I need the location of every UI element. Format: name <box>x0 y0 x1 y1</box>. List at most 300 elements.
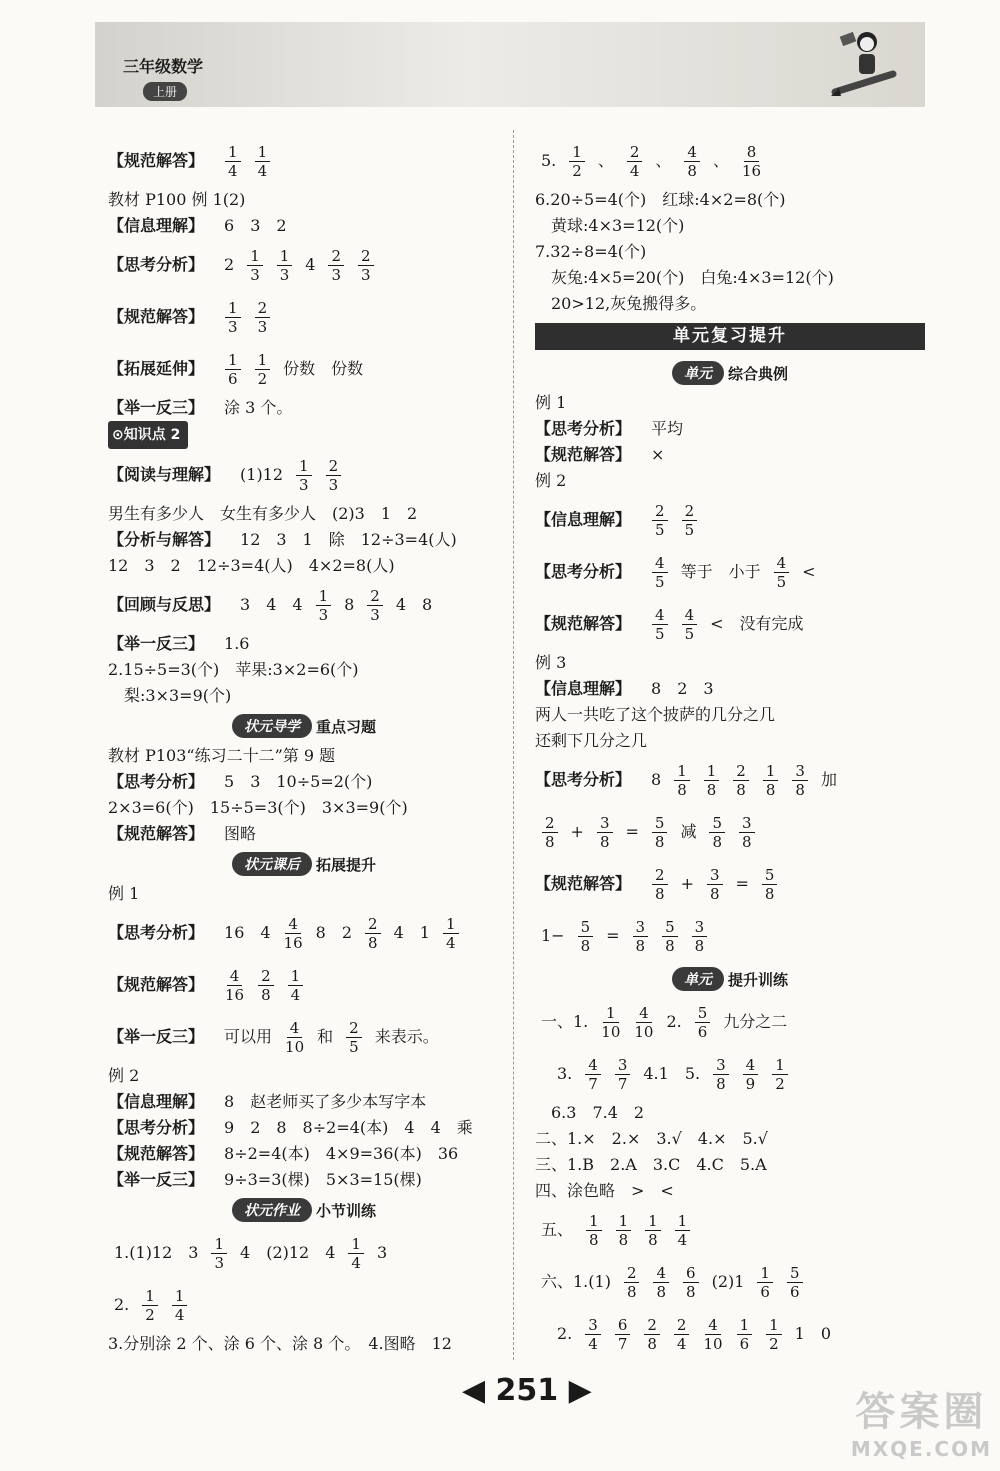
answer-text: = <box>606 926 620 945</box>
answer-text: 9÷3=3(棵) 5×3=15(棵) <box>224 1170 422 1189</box>
page-number: ◀ 251 ▶ <box>462 1373 592 1408</box>
answer-text: 图略 <box>224 824 257 843</box>
answer-text: 加 <box>820 770 837 789</box>
section-badge <box>108 847 500 881</box>
denominator: 6 <box>697 1022 708 1041</box>
answer-text: 1.(1)12 3 <box>114 1243 199 1262</box>
watermark-line1: 答案圈 <box>855 1389 988 1435</box>
fraction <box>713 1056 729 1093</box>
numerator: 1 <box>348 1235 364 1254</box>
column-divider <box>513 130 514 1360</box>
fraction <box>569 143 585 180</box>
fraction <box>542 814 558 851</box>
answer-text: 16 4 <box>224 923 271 942</box>
denominator: 4 <box>676 1334 687 1353</box>
section-tag: 【阅读与理解】 <box>108 465 221 484</box>
denominator: 7 <box>617 1334 628 1353</box>
line-text: 例 1 <box>535 393 567 412</box>
answer-line <box>535 910 925 962</box>
section-badge <box>535 356 925 390</box>
answer-line <box>108 1063 500 1089</box>
numerator: 5 <box>787 1264 803 1283</box>
answer-line <box>108 769 500 795</box>
numerator: 1 <box>674 762 690 781</box>
line-text: 例 2 <box>108 1066 140 1085</box>
answer-line <box>535 135 925 187</box>
numerator: 1 <box>142 1287 158 1306</box>
denominator: 8 <box>261 985 271 1004</box>
line-text: 2×3=6(个) 15÷5=3(个) 3×3=9(个) <box>108 798 408 817</box>
numerator: 2 <box>328 247 344 266</box>
answer-line <box>108 743 500 769</box>
watermark <box>851 1380 992 1461</box>
denominator: 8 <box>599 832 610 851</box>
fraction <box>634 1004 653 1041</box>
fraction <box>365 915 381 952</box>
answer-line <box>108 291 500 343</box>
fraction <box>762 866 778 903</box>
numerator: 2 <box>652 502 668 521</box>
denominator: 4 <box>629 161 640 180</box>
answer-line <box>535 187 925 213</box>
answer-line <box>108 1279 500 1331</box>
denominator: 8 <box>694 936 705 955</box>
section-tag: 【规范解答】 <box>108 307 205 326</box>
fraction <box>288 967 304 1004</box>
answer-line <box>535 806 925 858</box>
answer-line <box>108 421 500 449</box>
fraction <box>348 1235 364 1272</box>
fraction <box>652 606 668 643</box>
denominator: 4 <box>228 161 238 180</box>
denominator: 2 <box>775 1074 785 1093</box>
numerator: 4 <box>653 1264 669 1283</box>
fraction <box>225 351 241 388</box>
answer-text: 份数 份数 <box>283 359 364 378</box>
denominator: 8 <box>545 832 555 851</box>
answer-line <box>108 449 500 501</box>
fraction <box>296 457 312 494</box>
answer-text: 8 2 3 <box>651 679 714 698</box>
badge-logo: 单元 <box>672 361 724 385</box>
denominator: 8 <box>709 884 720 903</box>
fraction <box>247 247 263 284</box>
denominator: 10 <box>285 1037 305 1056</box>
answer-text: 12 3 1 除 12÷3=4(人) <box>240 530 457 549</box>
fraction <box>645 1212 661 1249</box>
answer-line <box>108 1141 500 1167</box>
answer-text: 3 <box>376 1243 388 1262</box>
numerator: 4 <box>636 1004 652 1023</box>
fraction <box>792 762 808 799</box>
answer-line <box>535 1204 925 1256</box>
fraction <box>358 247 374 284</box>
numerator: 2 <box>358 247 374 266</box>
answer-text: × <box>651 445 665 464</box>
section-tag: 【举一反三】 <box>108 398 205 417</box>
section-tag: 【思考分析】 <box>535 562 632 581</box>
denominator: 8 <box>665 936 675 955</box>
numerator: 1 <box>225 299 241 318</box>
denominator: 8 <box>656 1282 667 1301</box>
fraction <box>285 1019 304 1056</box>
numerator: 5 <box>709 814 725 833</box>
answer-line <box>108 343 500 395</box>
numerator: 5 <box>652 814 668 833</box>
answer-text: 减 <box>680 822 697 841</box>
answer-line <box>108 1331 500 1357</box>
fraction <box>682 502 698 539</box>
fraction <box>142 1287 158 1324</box>
answer-line <box>108 187 500 213</box>
answer-line <box>535 676 925 702</box>
answer-line <box>535 390 925 416</box>
line-text: 黄球:4×3=12(个) <box>535 216 685 235</box>
numerator: 8 <box>744 143 760 162</box>
fraction <box>652 554 668 591</box>
denominator: 9 <box>745 1074 756 1093</box>
numerator: 1 <box>603 1004 619 1023</box>
fraction <box>703 1316 722 1353</box>
answer-line <box>535 546 925 598</box>
numerator: 3 <box>597 814 613 833</box>
denominator: 8 <box>368 933 378 952</box>
answer-line <box>535 858 925 910</box>
answer-text: 一、1. <box>541 1012 589 1031</box>
numerator: 1 <box>316 587 332 606</box>
denominator: 5 <box>655 572 665 591</box>
fraction <box>255 299 271 336</box>
denominator: 3 <box>331 265 342 284</box>
answer-text: 、 <box>655 151 672 170</box>
answer-text: 4 1 <box>393 923 430 942</box>
numerator: 1 <box>675 1212 691 1231</box>
answer-line <box>535 239 925 265</box>
fraction <box>615 1056 631 1093</box>
numerator: 4 <box>227 967 243 986</box>
fraction <box>692 918 708 955</box>
answer-line <box>535 291 925 317</box>
denominator: 8 <box>765 780 776 799</box>
answer-text: 、 <box>712 151 729 170</box>
answer-line <box>108 553 500 579</box>
numerator: 2 <box>733 762 749 781</box>
page-number-value: 251 <box>495 1373 559 1408</box>
numerator: 1 <box>277 247 293 266</box>
numerator: 1 <box>255 351 271 370</box>
denominator: 5 <box>655 520 665 539</box>
badge-title: 拓展提升 <box>315 855 376 874</box>
denominator: 3 <box>299 475 309 494</box>
denominator: 8 <box>687 161 697 180</box>
line-text: 四、涂色略 > < <box>535 1181 674 1200</box>
fraction <box>787 1264 803 1301</box>
numerator: 2 <box>326 457 342 476</box>
fraction <box>653 1264 669 1301</box>
section-tag: 【思考分析】 <box>108 255 205 274</box>
denominator: 5 <box>776 572 787 591</box>
answer-text: 4 (2)12 4 <box>240 1243 336 1262</box>
answer-line <box>535 468 925 494</box>
answer-text: 4 8 <box>395 595 433 614</box>
numerator: 3 <box>739 814 755 833</box>
answer-text: 五、 <box>541 1220 574 1239</box>
section-badge <box>108 709 500 743</box>
denominator: 5 <box>655 624 665 643</box>
section-banner: 单元复习提升 <box>535 323 925 350</box>
answer-line <box>535 213 925 239</box>
fraction <box>652 814 668 851</box>
fraction <box>743 1056 759 1093</box>
numerator: 5 <box>578 918 594 937</box>
line-text: 例 2 <box>535 471 567 490</box>
numerator: 3 <box>707 866 723 885</box>
denominator: 6 <box>789 1282 800 1301</box>
denominator: 10 <box>634 1022 654 1041</box>
fraction <box>682 606 698 643</box>
section-tag: 【规范解答】 <box>108 151 205 170</box>
fraction <box>683 1264 699 1301</box>
denominator: 8 <box>742 832 752 851</box>
numerator: 6 <box>683 1264 699 1283</box>
fraction <box>225 967 244 1004</box>
line-text: 6.20÷5=4(个) 红球:4×2=8(个) <box>535 190 786 209</box>
fraction <box>616 1212 632 1249</box>
denominator: 8 <box>706 780 717 799</box>
numerator: 2 <box>674 1316 690 1335</box>
denominator: 3 <box>228 317 238 336</box>
numerator: 1 <box>766 1316 782 1335</box>
numerator: 1 <box>172 1287 188 1306</box>
answer-text: 平均 <box>651 419 684 438</box>
denominator: 16 <box>741 161 762 180</box>
denominator: 10 <box>703 1334 723 1353</box>
right-column <box>535 135 925 1360</box>
answer-text: 5. <box>541 151 557 170</box>
denominator: 3 <box>257 317 268 336</box>
line-text: 12 3 2 12÷3=4(人) 4×2=8(人) <box>108 556 395 575</box>
fraction <box>443 915 459 952</box>
fraction <box>733 762 749 799</box>
section-badge <box>108 1193 500 1227</box>
fraction <box>772 1056 788 1093</box>
line-text: 还剩下几分之几 <box>535 731 648 750</box>
line-text: 三、1.B 2.A 3.C 4.C 5.A <box>535 1155 767 1174</box>
denominator: 7 <box>617 1074 628 1093</box>
fraction <box>684 143 700 180</box>
answer-text: < 没有完成 <box>710 614 804 633</box>
line-text: 3.分别涂 2 个、涂 6 个、涂 8 个。 4.图略 12 <box>108 1334 452 1353</box>
answer-text: 3 4 4 <box>240 595 303 614</box>
denominator: 4 <box>677 1230 688 1249</box>
line-text: 例 3 <box>535 653 567 672</box>
denominator: 4 <box>588 1334 598 1353</box>
numerator: 3 <box>615 1056 631 1075</box>
denominator: 8 <box>654 832 665 851</box>
numerator: 2 <box>255 299 271 318</box>
badge-logo: 状元导学 <box>232 714 312 738</box>
book-title: 三年级数学 <box>123 57 204 76</box>
answer-line <box>108 631 500 657</box>
fraction <box>316 587 332 624</box>
answer-line <box>535 1256 925 1308</box>
fraction <box>585 1056 601 1093</box>
numerator: 1 <box>704 762 720 781</box>
badge-logo: 单元 <box>672 967 724 991</box>
answer-text: 5 3 10÷5=2(个) <box>224 772 373 791</box>
denominator: 5 <box>684 624 695 643</box>
denominator: 8 <box>736 780 746 799</box>
answer-line <box>108 907 500 959</box>
denominator: 7 <box>588 1074 598 1093</box>
numerator: 4 <box>285 915 301 934</box>
denominator: 4 <box>290 985 301 1004</box>
denominator: 5 <box>349 1037 359 1056</box>
numerator: 2 <box>365 915 381 934</box>
section-tag: 【思考分析】 <box>108 923 205 942</box>
numerator: 3 <box>692 918 708 937</box>
fraction <box>284 915 303 952</box>
answer-line <box>535 1178 925 1204</box>
denominator: 2 <box>257 369 268 388</box>
numerator: 4 <box>652 554 668 573</box>
answer-line <box>108 1011 500 1063</box>
badge-title: 提升训练 <box>727 970 788 989</box>
numerator: 1 <box>211 1235 227 1254</box>
numerator: 2 <box>542 814 558 833</box>
denominator: 3 <box>279 265 290 284</box>
fraction <box>578 918 594 955</box>
numerator: 1 <box>772 1056 788 1075</box>
answer-line <box>108 821 500 847</box>
section-tag: 【回顾与反思】 <box>108 595 221 614</box>
denominator: 3 <box>250 265 260 284</box>
section-tag: 【思考分析】 <box>535 770 632 789</box>
denominator: 2 <box>572 161 582 180</box>
fraction <box>624 1264 640 1301</box>
section-tag: 【举一反三】 <box>108 634 205 653</box>
numerator: 1 <box>288 967 304 986</box>
answer-line <box>535 754 925 806</box>
numerator: 1 <box>247 247 263 266</box>
section-tag: 【信息理解】 <box>108 1092 205 1111</box>
answer-text: 1 0 <box>794 1324 832 1343</box>
denominator: 8 <box>716 1074 726 1093</box>
line-text: 例 1 <box>108 884 140 903</box>
line-text: 两人一共吃了这个披萨的几分之几 <box>535 705 776 724</box>
numerator: 3 <box>713 1056 729 1075</box>
fraction <box>346 1019 362 1056</box>
section-tag: 【拓展延伸】 <box>108 359 205 378</box>
numerator: 4 <box>743 1056 759 1075</box>
section-tag: 【思考分析】 <box>108 1118 205 1137</box>
denominator: 8 <box>712 832 723 851</box>
answer-line <box>535 1048 925 1100</box>
section-badge <box>535 962 925 996</box>
numerator: 5 <box>662 918 678 937</box>
answer-line <box>108 881 500 907</box>
denominator: 4 <box>351 1253 361 1272</box>
numerator: 1 <box>569 143 585 162</box>
answer-line <box>108 135 500 187</box>
page-header <box>95 22 925 107</box>
answer-text: 和 <box>317 1027 334 1046</box>
fraction <box>742 143 761 180</box>
answer-text: 1.6 <box>224 634 250 653</box>
left-column <box>108 135 500 1357</box>
numerator: 1 <box>763 762 779 781</box>
fraction <box>766 1316 782 1353</box>
answer-line <box>535 702 925 728</box>
answer-line <box>535 996 925 1048</box>
answer-text: 4.1 5. <box>643 1064 701 1083</box>
denominator: 8 <box>648 1230 658 1249</box>
denominator: 3 <box>328 475 339 494</box>
badge-logo: 状元作业 <box>232 1198 312 1222</box>
denominator: 2 <box>769 1334 779 1353</box>
answer-line <box>108 213 500 239</box>
answer-text: + <box>680 874 694 893</box>
line-text: 2.15÷5=3(个) 苹果:3×2=6(个) <box>108 660 359 679</box>
numerator: 2 <box>652 866 668 885</box>
numerator: 1 <box>737 1316 753 1335</box>
fraction <box>774 554 790 591</box>
answer-text: 九分之二 <box>723 1012 788 1031</box>
answer-line <box>108 657 500 683</box>
answer-text: 2. <box>114 1295 130 1314</box>
answer-text: 8÷2=4(本) 4×9=36(本) 36 <box>224 1144 459 1163</box>
numerator: 2 <box>367 587 383 606</box>
fraction <box>737 1316 753 1353</box>
fraction <box>615 1316 631 1353</box>
fraction <box>662 918 678 955</box>
denominator: 8 <box>655 884 665 903</box>
answer-line <box>108 579 500 631</box>
section-tag: 【规范解答】 <box>108 975 205 994</box>
numerator: 4 <box>705 1316 721 1335</box>
denominator: 8 <box>580 936 591 955</box>
fraction <box>172 1287 188 1324</box>
line-text: 7.32÷8=4(个) <box>535 242 647 261</box>
fraction <box>258 967 274 1004</box>
numerator: 1 <box>225 351 241 370</box>
knowledge-point-label: ⊙知识点 2 <box>108 421 188 449</box>
answer-line <box>108 795 500 821</box>
numerator: 1 <box>616 1212 632 1231</box>
fraction <box>644 1316 660 1353</box>
denominator: 4 <box>445 933 456 952</box>
answer-text: (1)12 <box>240 465 284 484</box>
numerator: 2 <box>627 143 643 162</box>
line-text: 梨:3×3=9(个) <box>108 686 232 705</box>
section-tag: 【思考分析】 <box>535 419 632 438</box>
section-tag: 【规范解答】 <box>535 445 632 464</box>
fraction <box>652 502 668 539</box>
answer-line <box>108 239 500 291</box>
denominator: 8 <box>795 780 805 799</box>
answer-line <box>108 1227 500 1279</box>
fraction <box>211 1235 227 1272</box>
answer-text: 涂 3 个。 <box>224 398 293 417</box>
answer-text: 9 2 8 8÷2=4(本) 4 4 乘 <box>224 1118 473 1137</box>
answer-line <box>108 959 500 1011</box>
numerator: 3 <box>792 762 808 781</box>
numerator: 1 <box>225 143 241 162</box>
denominator: 4 <box>257 161 268 180</box>
answer-line <box>535 1308 925 1360</box>
fraction <box>586 1212 602 1249</box>
fraction <box>674 762 690 799</box>
